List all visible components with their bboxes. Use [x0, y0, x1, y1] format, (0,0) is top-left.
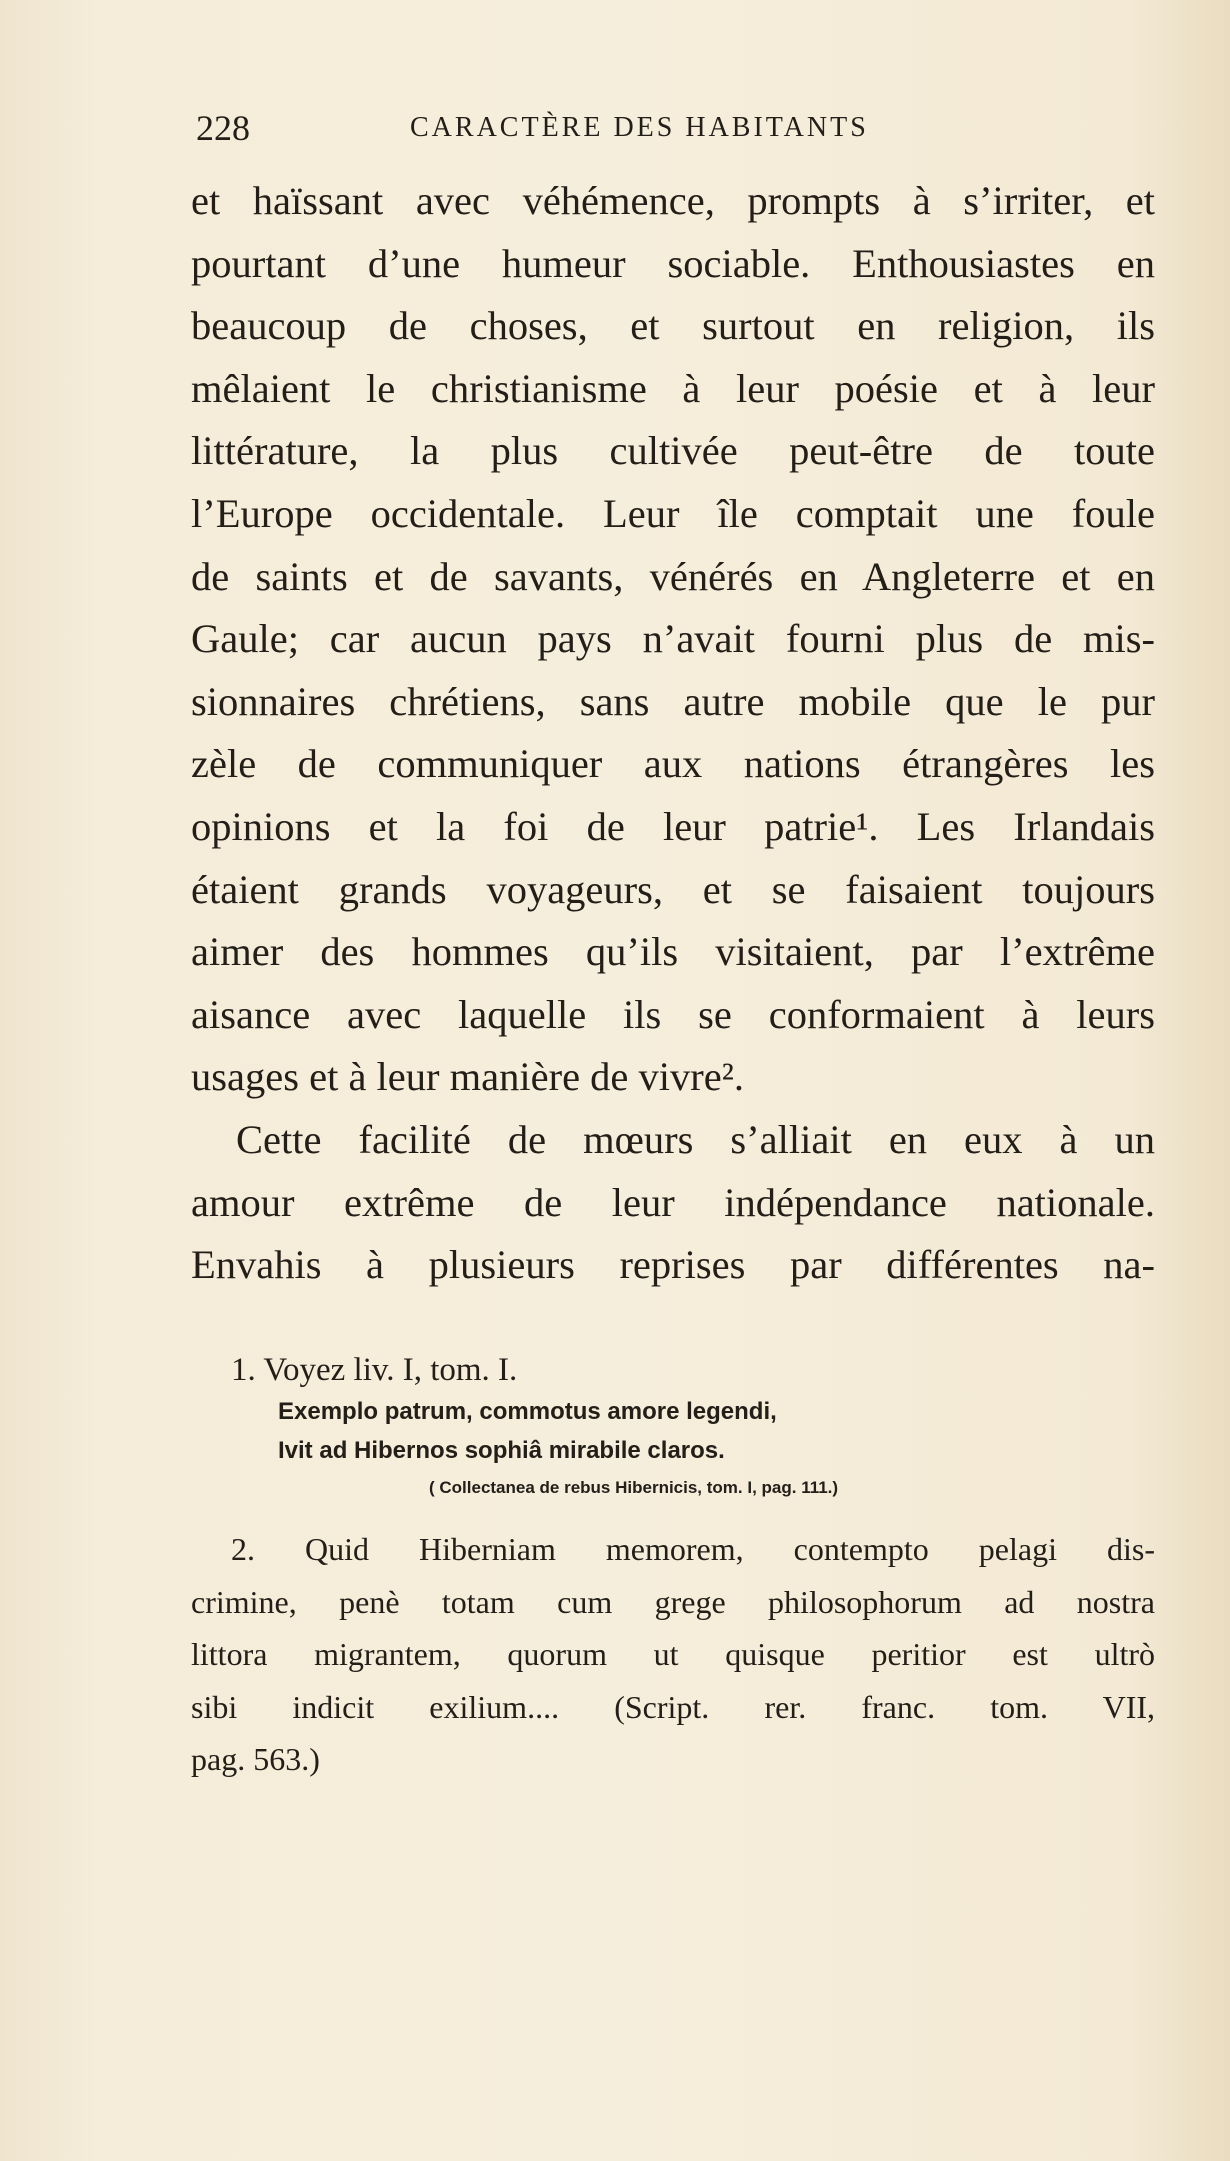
footnote-2-line: sibi indicit exilium.... (Script. rer. franc. tom. VII, — [191, 1688, 1155, 1725]
footnote-1 — [191, 1348, 1155, 1505]
footnote-1-reference: 1. Voyez liv. I, tom. I. — [231, 1352, 518, 1388]
text-line: opinions et la foi de leur patrie¹. Les Irlandais — [191, 803, 1155, 849]
footnote-2-line: 2. Quid Hiberniam memorem, contempto pelagi dis- — [231, 1531, 1155, 1567]
text-line: usages et à leur manière de vivre². — [191, 1054, 745, 1100]
text-line: et haïssant avec véhémence, prompts à s’irriter, et — [191, 178, 1155, 223]
text-line: étaient grands voyageurs, et se faisaient toujours — [191, 866, 1155, 912]
footnote-2-line: crimine, penè totam cum grege philosophorum ad nostra — [191, 1583, 1155, 1620]
text-line: littérature, la plus cultivée peut-être de toute — [191, 428, 1155, 474]
text-line: mêlaient le christianisme à leur poésie et à leur — [191, 365, 1155, 411]
footnote-1-source: ( Collectanea de rebus Hibernicis, tom. I, pag. 111.) — [429, 1478, 839, 1497]
text-line: amour extrême de leur indépendance nationale. — [191, 1179, 1155, 1225]
footnote-1-quote-line: Exemplo patrum, commotus amore legendi, — [278, 1398, 777, 1425]
footnote-2-line: pag. 563.) — [191, 1741, 320, 1777]
main-text — [191, 170, 1155, 1297]
footnote-1-quote-line: Ivit ad Hibernos sophiâ mirabile claros. — [278, 1437, 725, 1464]
text-line: sionnaires chrétiens, sans autre mobile que le pur — [191, 678, 1155, 724]
running-head — [196, 108, 948, 148]
text-line: aisance avec laquelle ils se conformaient à leurs — [191, 991, 1155, 1037]
text-line: l’Europe occidentale. Leur île comptait une foule — [191, 490, 1155, 536]
footnotes — [191, 1348, 1155, 1786]
text-line: Cette facilité de mœurs s’alliait en eux à un — [236, 1116, 1155, 1162]
text-line: de saints et de savants, vénérés en Angleterre et en — [191, 553, 1155, 599]
footnote-2-line: littora migrantem, quorum ut quisque peritior est ultrò — [191, 1636, 1155, 1672]
footnote-2 — [191, 1523, 1155, 1786]
text-line: zèle de communiquer aux nations étrangères les — [191, 741, 1155, 787]
text-line: beaucoup de choses, et surtout en religion, ils — [191, 303, 1155, 349]
text-line: Envahis à plusieurs reprises par différentes na- — [191, 1242, 1155, 1288]
text-line: Gaule; car aucun pays n’avait fourni plus de mis- — [191, 616, 1155, 662]
text-line: pourtant d’une humeur sociable. Enthousiastes en — [191, 240, 1155, 286]
running-title: CARACTÈRE DES HABITANTS — [410, 112, 869, 143]
text-line: aimer des hommes qu’ils visitaient, par l’extrême — [191, 929, 1155, 975]
page-number: 228 — [196, 108, 250, 148]
